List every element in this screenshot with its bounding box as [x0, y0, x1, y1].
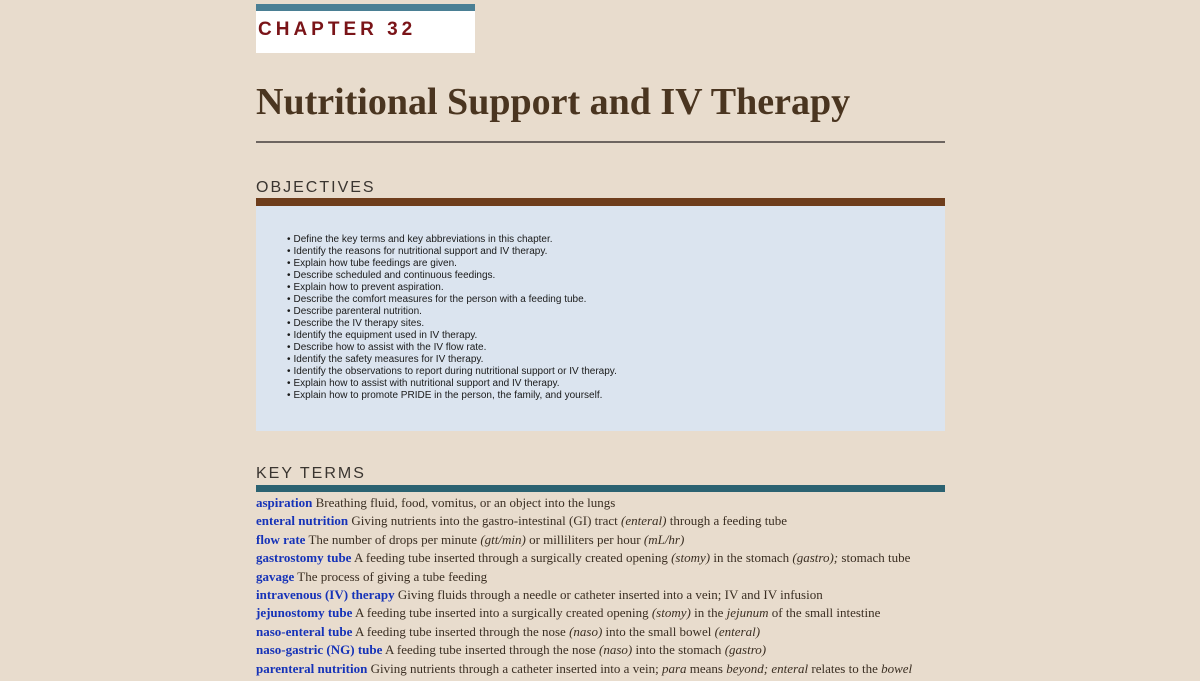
key-term-definition: The process of giving a tube feeding — [297, 568, 488, 584]
key-term-definition: Giving nutrients through a catheter inserted into a vein; para means beyond; enteral relates to the bowel — [370, 660, 913, 676]
objective-item: • Describe the IV therapy sites. — [287, 318, 945, 330]
key-term: enteral nutrition — [256, 513, 349, 529]
key-term: naso-gastric (NG) tube — [256, 642, 383, 658]
key-terms-heading: KEY TERMS — [256, 465, 366, 482]
objectives-accent-bar — [256, 198, 945, 206]
key-term-row — [256, 641, 1156, 659]
objective-item: • Explain how to prevent aspiration. — [287, 282, 945, 294]
key-term-row — [256, 531, 1156, 549]
chapter-label: CHAPTER 32 — [258, 19, 417, 40]
objectives-panel — [256, 206, 945, 431]
key-terms-accent-bar — [256, 485, 945, 492]
key-terms-list — [256, 494, 1156, 678]
key-term-row — [256, 549, 1156, 567]
key-term-row — [256, 623, 1156, 641]
objective-item: • Describe the comfort measures for the person with a feeding tube. — [287, 294, 945, 306]
chapter-header — [256, 4, 475, 53]
key-term: jejunostomy tube — [256, 605, 353, 621]
key-term-definition: A feeding tube inserted into a surgically created opening (stomy) in the jejunum of the small intestine — [354, 605, 881, 621]
key-term: gastrostomy tube — [256, 550, 352, 566]
key-term-definition: The number of drops per minute (gtt/min) or milliliters per hour (mL/hr) — [308, 531, 685, 547]
key-term-row — [256, 494, 1156, 512]
objective-item: • Define the key terms and key abbreviations in this chapter. — [287, 234, 945, 246]
key-term-row — [256, 660, 1156, 678]
page-title: Nutritional Support and IV Therapy — [256, 81, 851, 123]
objective-item: • Describe parenteral nutrition. — [287, 306, 945, 318]
key-term-definition: Giving nutrients into the gastro-intestinal (GI) tract (enteral) through a feeding tube — [351, 513, 788, 529]
key-term: aspiration — [256, 495, 313, 510]
objective-item: • Explain how to promote PRIDE in the person, the family, and yourself. — [287, 390, 945, 402]
key-term-row — [256, 512, 1156, 530]
chapter-accent-bar — [256, 4, 475, 11]
key-term-row — [256, 586, 1156, 604]
key-term: flow rate — [256, 531, 306, 547]
objective-item: • Identify the observations to report during nutritional support or IV therapy. — [287, 366, 945, 378]
key-term: intravenous (IV) therapy — [256, 587, 395, 603]
title-divider — [256, 141, 945, 143]
key-term: parenteral nutrition — [256, 660, 368, 676]
objective-item: • Identify the safety measures for IV therapy. — [287, 354, 945, 366]
objectives-heading: OBJECTIVES — [256, 179, 376, 196]
key-term: naso-enteral tube — [256, 623, 353, 639]
objective-item: • Explain how tube feedings are given. — [287, 258, 945, 270]
objective-item: • Describe how to assist with the IV flow rate. — [287, 342, 945, 354]
key-term-definition: A feeding tube inserted through the nose (naso) into the stomach (gastro) — [384, 642, 767, 658]
objective-item: • Identify the equipment used in IV therapy. — [287, 330, 945, 342]
key-term-row — [256, 604, 1156, 622]
key-term-definition: A feeding tube inserted through the nose (naso) into the small bowel (enteral) — [354, 623, 761, 639]
objective-item: • Identify the reasons for nutritional support and IV therapy. — [287, 246, 945, 258]
objectives-list — [287, 234, 945, 402]
key-term-definition: A feeding tube inserted through a surgically created opening (stomy) in the stomach (gastro); stomach tube — [354, 550, 911, 566]
key-term-definition: Giving fluids through a needle or catheter inserted into a vein; IV and IV infusion — [397, 587, 823, 603]
key-term-row — [256, 568, 1156, 586]
key-term: gavage — [256, 568, 295, 584]
objective-item: • Explain how to assist with nutritional support and IV therapy. — [287, 378, 945, 390]
key-term-definition: Breathing fluid, food, vomitus, or an object into the lungs — [315, 495, 616, 510]
objective-item: • Describe scheduled and continuous feedings. — [287, 270, 945, 282]
